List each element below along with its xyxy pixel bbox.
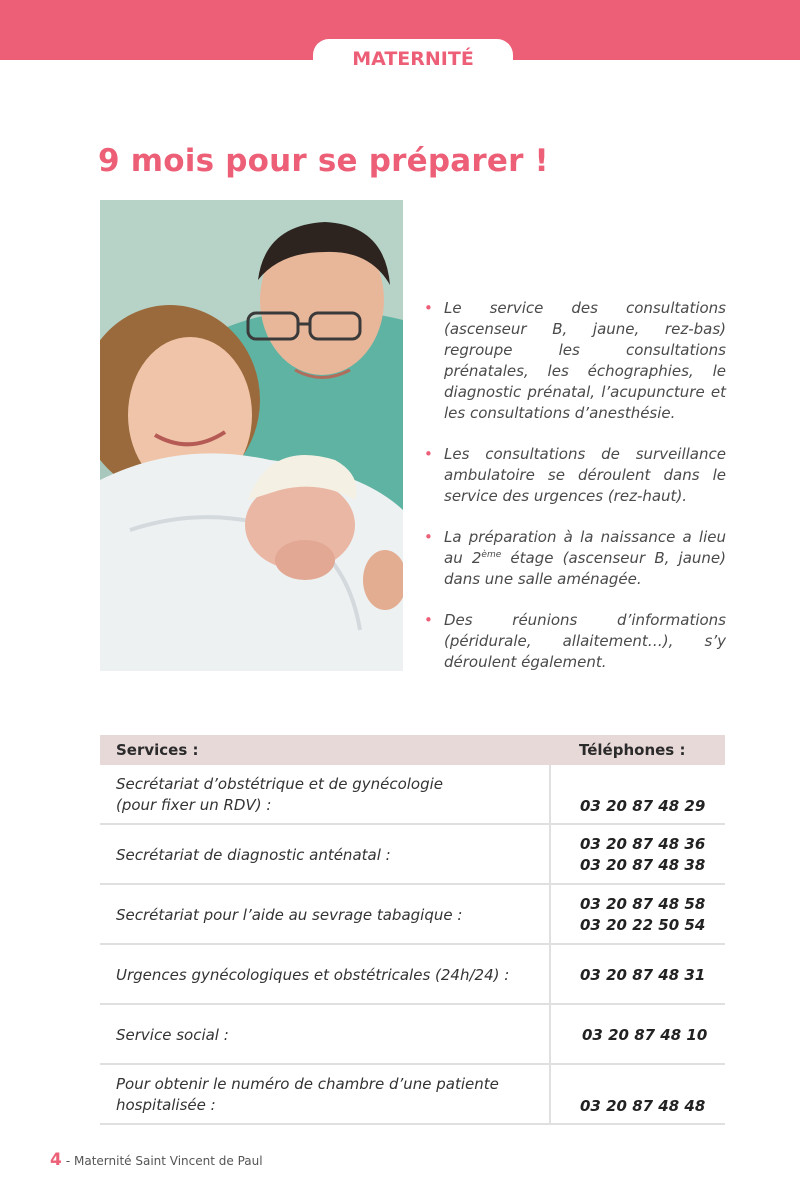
- service-name: Service social :: [116, 1026, 229, 1044]
- service-name: Secrétariat de diagnostic anténatal :: [116, 846, 391, 864]
- info-list: [424, 298, 726, 693]
- services-table: [100, 735, 725, 1125]
- phone-number: 03 20 87 48 10: [582, 1026, 708, 1044]
- phone-number: 03 20 87 48 36 03 20 87 48 38: [580, 835, 706, 874]
- page-footer: [50, 1150, 263, 1170]
- service-name: Secrétariat d’obstétrique et de gynécologie (pour fixer un RDV) :: [116, 775, 444, 814]
- service-name: Secrétariat pour l’aide au sevrage tabagique :: [116, 906, 463, 924]
- phone-number: 03 20 87 48 29: [580, 797, 706, 815]
- bullet-icon: •: [424, 299, 433, 317]
- column-divider: [549, 1065, 551, 1123]
- service-name: Urgences gynécologiques et obstétricales (24h/24) :: [116, 966, 510, 984]
- bullet-icon: •: [424, 445, 433, 463]
- column-divider: [549, 825, 551, 883]
- list-item: • Les consultations de surveillance ambulatoire se déroulent dans le service des urgences (rez-haut).: [424, 445, 726, 505]
- bullet-icon: •: [424, 528, 433, 546]
- list-item: • Des réunions d’informations (péridurale, allaitement…), s’y déroulent également.: [424, 611, 726, 671]
- column-divider: [549, 765, 551, 823]
- table-row: [100, 1005, 725, 1065]
- phone-number: 03 20 87 48 31: [580, 966, 706, 984]
- page-number: 4: [50, 1150, 62, 1170]
- bullet-icon: •: [424, 611, 433, 629]
- table-row: [100, 885, 725, 945]
- family-photo: [100, 200, 403, 671]
- section-tab: MATERNITÉ: [313, 39, 513, 81]
- list-item: • La préparation à la naissance a lieu au 2ème étage (ascenseur B, jaune) dans une salle aménagée.: [424, 528, 726, 588]
- footer-text: - Maternité Saint Vincent de Paul: [65, 1154, 263, 1168]
- phone-number: 03 20 87 48 58 03 20 22 50 54: [580, 895, 706, 934]
- list-item: • Le service des consultations (ascenseur B, jaune, rez-bas) regroupe les consultations prénatales, les échographies, le diagnostic prénatal, l’acupuncture et les consultations d’anesthésie.: [424, 299, 726, 422]
- phone-number: 03 20 87 48 48: [580, 1097, 706, 1115]
- table-header: [100, 735, 725, 765]
- column-divider: [549, 945, 551, 1003]
- column-divider: [549, 885, 551, 943]
- table-row: [100, 765, 725, 825]
- service-name: Pour obtenir le numéro de chambre d’une patiente hospitalisée :: [116, 1075, 499, 1114]
- table-row: [100, 945, 725, 1005]
- table-row: [100, 1065, 725, 1125]
- page-title: 9 mois pour se préparer !: [98, 143, 549, 179]
- phones-column-header: Téléphones :: [579, 741, 686, 759]
- services-column-header: Services :: [116, 741, 199, 759]
- table-row: [100, 825, 725, 885]
- column-divider: [549, 1005, 551, 1063]
